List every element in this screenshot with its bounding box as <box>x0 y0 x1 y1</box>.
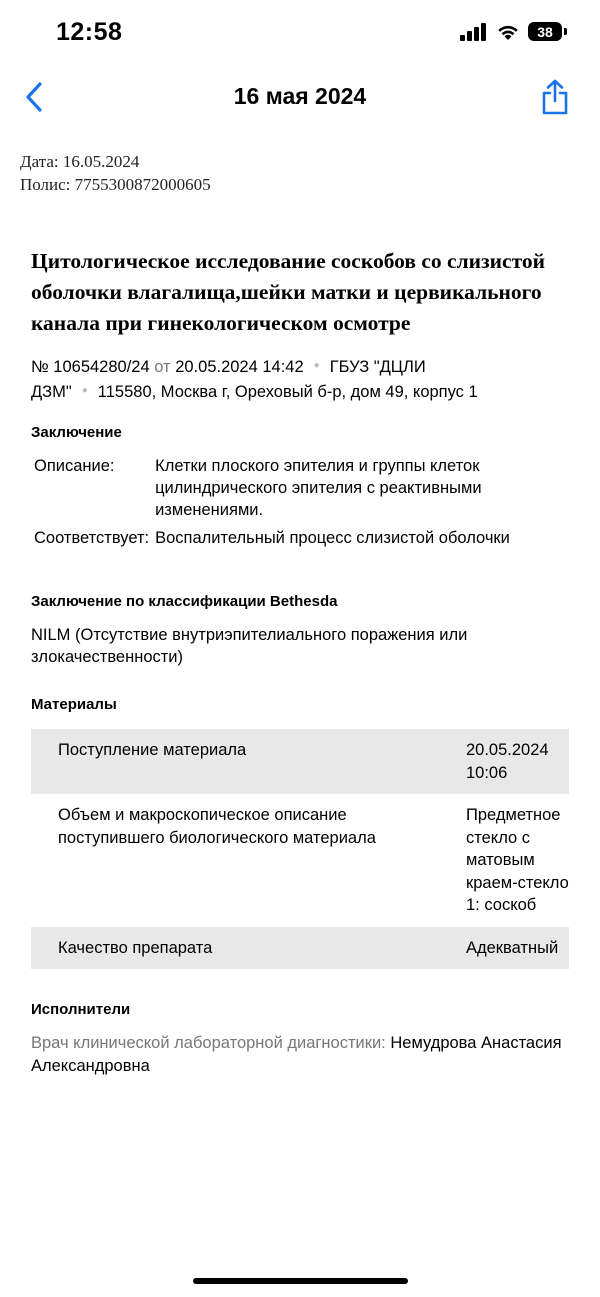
separator-dot: ● <box>81 385 88 396</box>
bethesda-title: Заключение по классификации Bethesda <box>31 593 338 610</box>
document-title: Цитологическое исследование соскобов со слизистой оболочки влагалища,шейки матки и цервикального канала при гинекологическом осмотре <box>31 249 546 335</box>
conclusion-title: Заключение <box>31 424 122 441</box>
conclusion-label: Соответствует: <box>34 529 150 547</box>
document-datetime: 20.05.2024 14:42 <box>175 358 304 376</box>
materials-value: Предметное стекло с матовым краем-стекло 1: соскоб <box>466 806 569 914</box>
battery-icon <box>528 22 562 41</box>
document-org-line2: ДЗМ" <box>31 383 72 401</box>
signal-icon <box>460 23 488 41</box>
separator-dot: ● <box>313 360 320 371</box>
document-number: № 10654280/24 <box>31 358 150 376</box>
materials-table <box>31 729 569 969</box>
conclusion-row <box>34 527 571 555</box>
conclusion-value: Воспалительный процесс слизистой оболочки <box>155 529 510 547</box>
page-title: 16 мая 2024 <box>233 83 367 109</box>
document-content <box>31 246 571 1078</box>
status-time: 12:58 <box>56 18 123 46</box>
materials-title: Материалы <box>31 696 117 713</box>
materials-name: Качество препарата <box>31 927 458 970</box>
materials-name: Объем и макроскопическое описание поступившего биологического материала <box>58 806 376 847</box>
executor-role: Врач клинической лабораторной диагностики: <box>31 1034 386 1052</box>
executors-text <box>31 1032 571 1078</box>
bethesda-text: NILM (Отсутствие внутриэпителиального поражения или злокачественности) <box>31 626 468 666</box>
conclusion-table <box>34 455 571 555</box>
meta-block <box>20 150 211 196</box>
share-button[interactable] <box>540 78 570 116</box>
executors-title: Исполнители <box>31 1001 131 1018</box>
document-from-label: от <box>154 358 171 376</box>
materials-value: 20.05.2024 10:06 <box>458 729 569 794</box>
materials-row <box>31 729 569 794</box>
nav-bar <box>0 70 600 126</box>
conclusion-row <box>34 455 571 527</box>
meta-policy: Полис: 7755300872000605 <box>20 175 211 194</box>
document-org-line1: ГБУЗ "ДЦЛИ <box>329 358 426 376</box>
executor-name: Немудрова Анастасия Александровна <box>31 1034 562 1075</box>
battery-level: 38 <box>537 23 553 40</box>
home-indicator[interactable] <box>193 1278 408 1284</box>
materials-name: Поступление материала <box>31 729 458 794</box>
document-info <box>31 354 571 404</box>
document-address: 115580, Москва г, Ореховый б-р, дом 49, корпус 1 <box>97 383 478 401</box>
materials-value: Адекватный <box>458 927 569 970</box>
wifi-icon <box>496 23 520 41</box>
status-bar <box>0 0 600 70</box>
conclusion-label: Описание: <box>34 457 115 475</box>
share-icon <box>540 78 570 116</box>
materials-row <box>31 794 569 927</box>
materials-row <box>31 927 569 970</box>
status-icons <box>460 22 562 41</box>
meta-date: Дата: 16.05.2024 <box>20 152 140 171</box>
conclusion-value: Клетки плоского эпителия и группы клеток цилиндрического эпителия с реактивными изменениями. <box>155 457 482 519</box>
